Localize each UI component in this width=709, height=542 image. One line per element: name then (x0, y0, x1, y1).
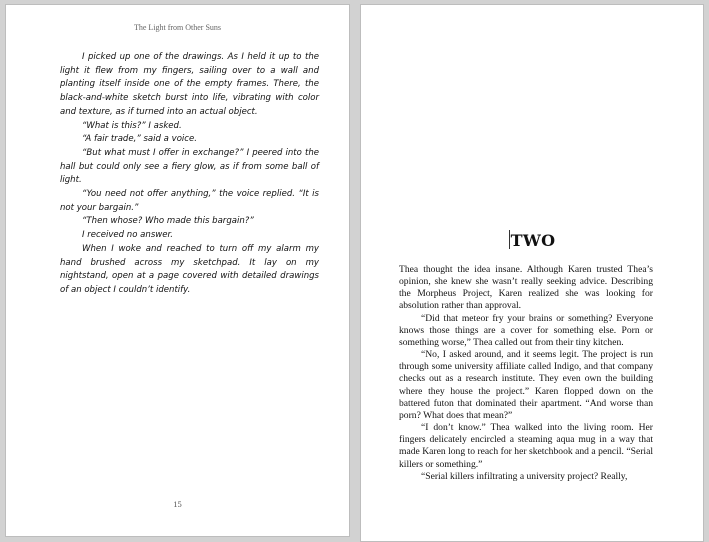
chapter-title-text: TWO (510, 231, 556, 250)
paragraph: I picked up one of the drawings. As I held it up to the light it flew from my fingers, sailing over to a wall and planting itself inside one of the empty frames. There, the black-and-white sketch burst into life, vibrating with color and texture, as if turned into an actual object. (60, 52, 319, 117)
paragraph: “Then whose? Who made this bargain?” (82, 216, 254, 227)
right-page-body[interactable] (399, 264, 653, 483)
running-header: The Light from Other Suns (133, 23, 222, 32)
paragraph: “What is this?” I asked. (82, 120, 182, 131)
paragraph: “No, I asked around, and it seems legit. The project is run through some university affiliate called Indigo, and that company checks out as a research institute. They even own the building where they house the project.” Karen flopped down on the battered futon that dominated their apartment. “And worse than porn? What does that mean?” (399, 349, 653, 421)
left-page (5, 4, 350, 537)
page-number: 15 (173, 499, 182, 509)
paragraph: “Did that meteor fry your brains or something? Everyone knows those things are a cover for something else. Porn or something worse,” Thea called out from their tiny kitchen. (399, 312, 653, 348)
paragraph: “Serial killers infiltrating a university project? Really, (421, 470, 628, 482)
text-cursor (509, 230, 510, 249)
paragraph: “I don’t know.” Thea walked into the living room. Her fingers delicately encircled a steaming aqua mug in a way that made Karen long to reach for her sketchbook and a pencil. “Serial killers or something.” (399, 422, 653, 470)
right-page[interactable] (360, 4, 704, 542)
paragraph: Thea thought the idea insane. Although Karen trusted Thea’s opinion, she knew she wasn’t really seeking advice. Describing the Morpheus Project, Karen realized she was looking for absolution rather than approval. (399, 264, 653, 312)
paragraph: I received no answer. (82, 230, 173, 241)
paragraph: “But what must I offer in exchange?” I peered into the hall but could only see a fiery glow, as if from some ball of light. (60, 147, 319, 186)
paragraph: “A fair trade,” said a voice. (82, 134, 197, 145)
paragraph: “You need not offer anything,” the voice replied. “It is not your bargain.” (60, 189, 319, 213)
chapter-title (361, 230, 703, 250)
left-page-body (60, 51, 319, 298)
paragraph: When I woke and reached to turn off my alarm my hand brushed across my sketchpad. It lay on my nightstand, open at a page covered with detailed drawings of an object I couldn’t identify. (60, 243, 319, 295)
